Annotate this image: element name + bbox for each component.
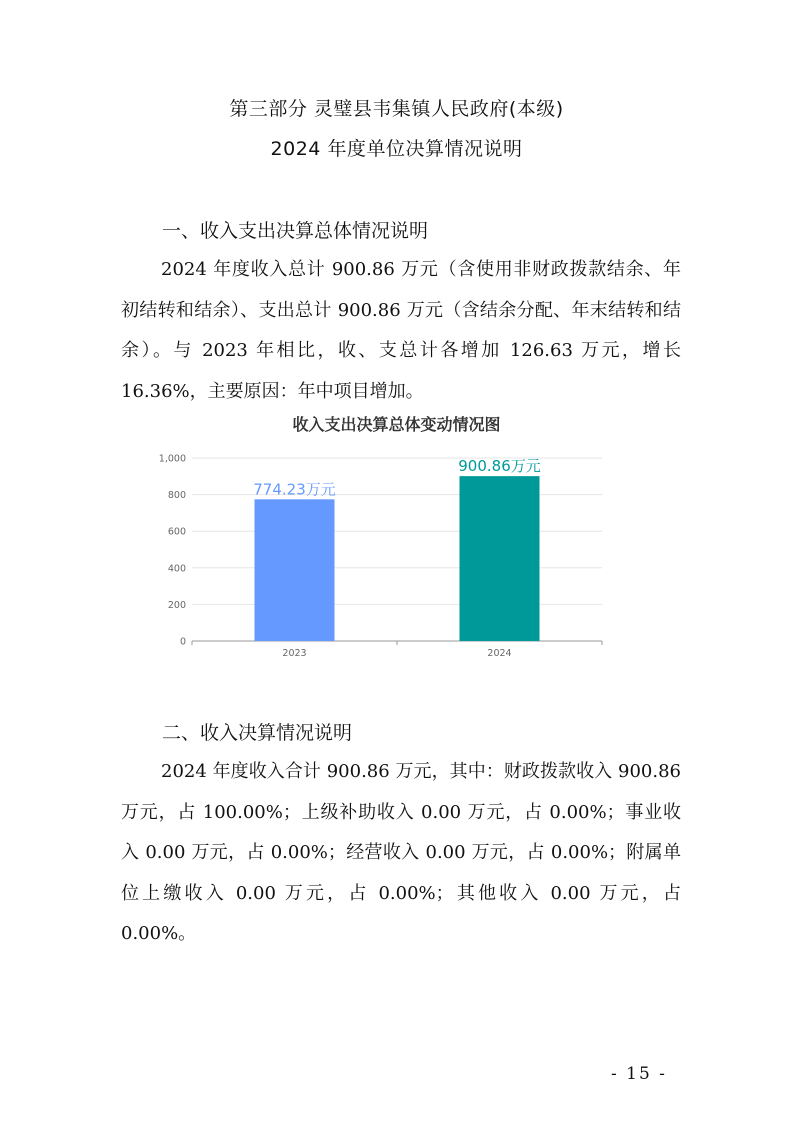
section1-paragraph: 2024 年度收入总计 900.86 万元（含使用非财政拨款结余、年初结转和结余）、支出总计 900.86 万元（含结余分配、年末结转和结余）。与 2023 年相比，收、支总计各增加 126.63 万元，增长 16.36%，主要原因：年中项目增加。 (121, 259, 681, 402)
y-tick-label: 600 (167, 526, 186, 538)
y-tick-label: 800 (167, 490, 186, 502)
chart-title: 收入支出决算总体变动情况图 (292, 415, 501, 434)
data-label-2023: 774.23万元 (253, 480, 336, 499)
document-title-line2: 2024 年度单位决算情况说明 (270, 138, 523, 160)
section2-paragraph: 2024 年度收入合计 900.86 万元，其中：财政拨款收入 900.86 万元，占 100.00%；上级补助收入 0.00 万元，占 0.00%；事业收入 0.00 万元，占 0.00%；经营收入 0.00 万元，占 0.00%；附属单位上缴收入 0.00 万元，占 0.00%；其他收入 0.00 万元，占 0.00%。 (121, 761, 681, 944)
y-tick-label: 1,000 (158, 453, 186, 465)
x-tick-label: 2023 (282, 648, 307, 659)
document-title-line1: 第三部分 灵璧县韦集镇人民政府(本级) (229, 98, 564, 120)
bar-chart (150, 446, 620, 661)
x-tick-label: 2024 (487, 648, 512, 659)
data-label-2024: 900.86万元 (458, 457, 541, 476)
section2-heading: 二、收入决算情况说明 (162, 722, 353, 744)
bar-2023 (255, 499, 335, 641)
y-tick-label: 400 (167, 563, 186, 575)
section1-heading: 一、收入支出决算总体情况说明 (162, 220, 429, 242)
y-tick-label: 200 (167, 599, 186, 611)
y-tick-label: 0 (179, 636, 186, 648)
page-number: - 15 - (611, 1064, 667, 1084)
bar-2024 (460, 476, 540, 641)
